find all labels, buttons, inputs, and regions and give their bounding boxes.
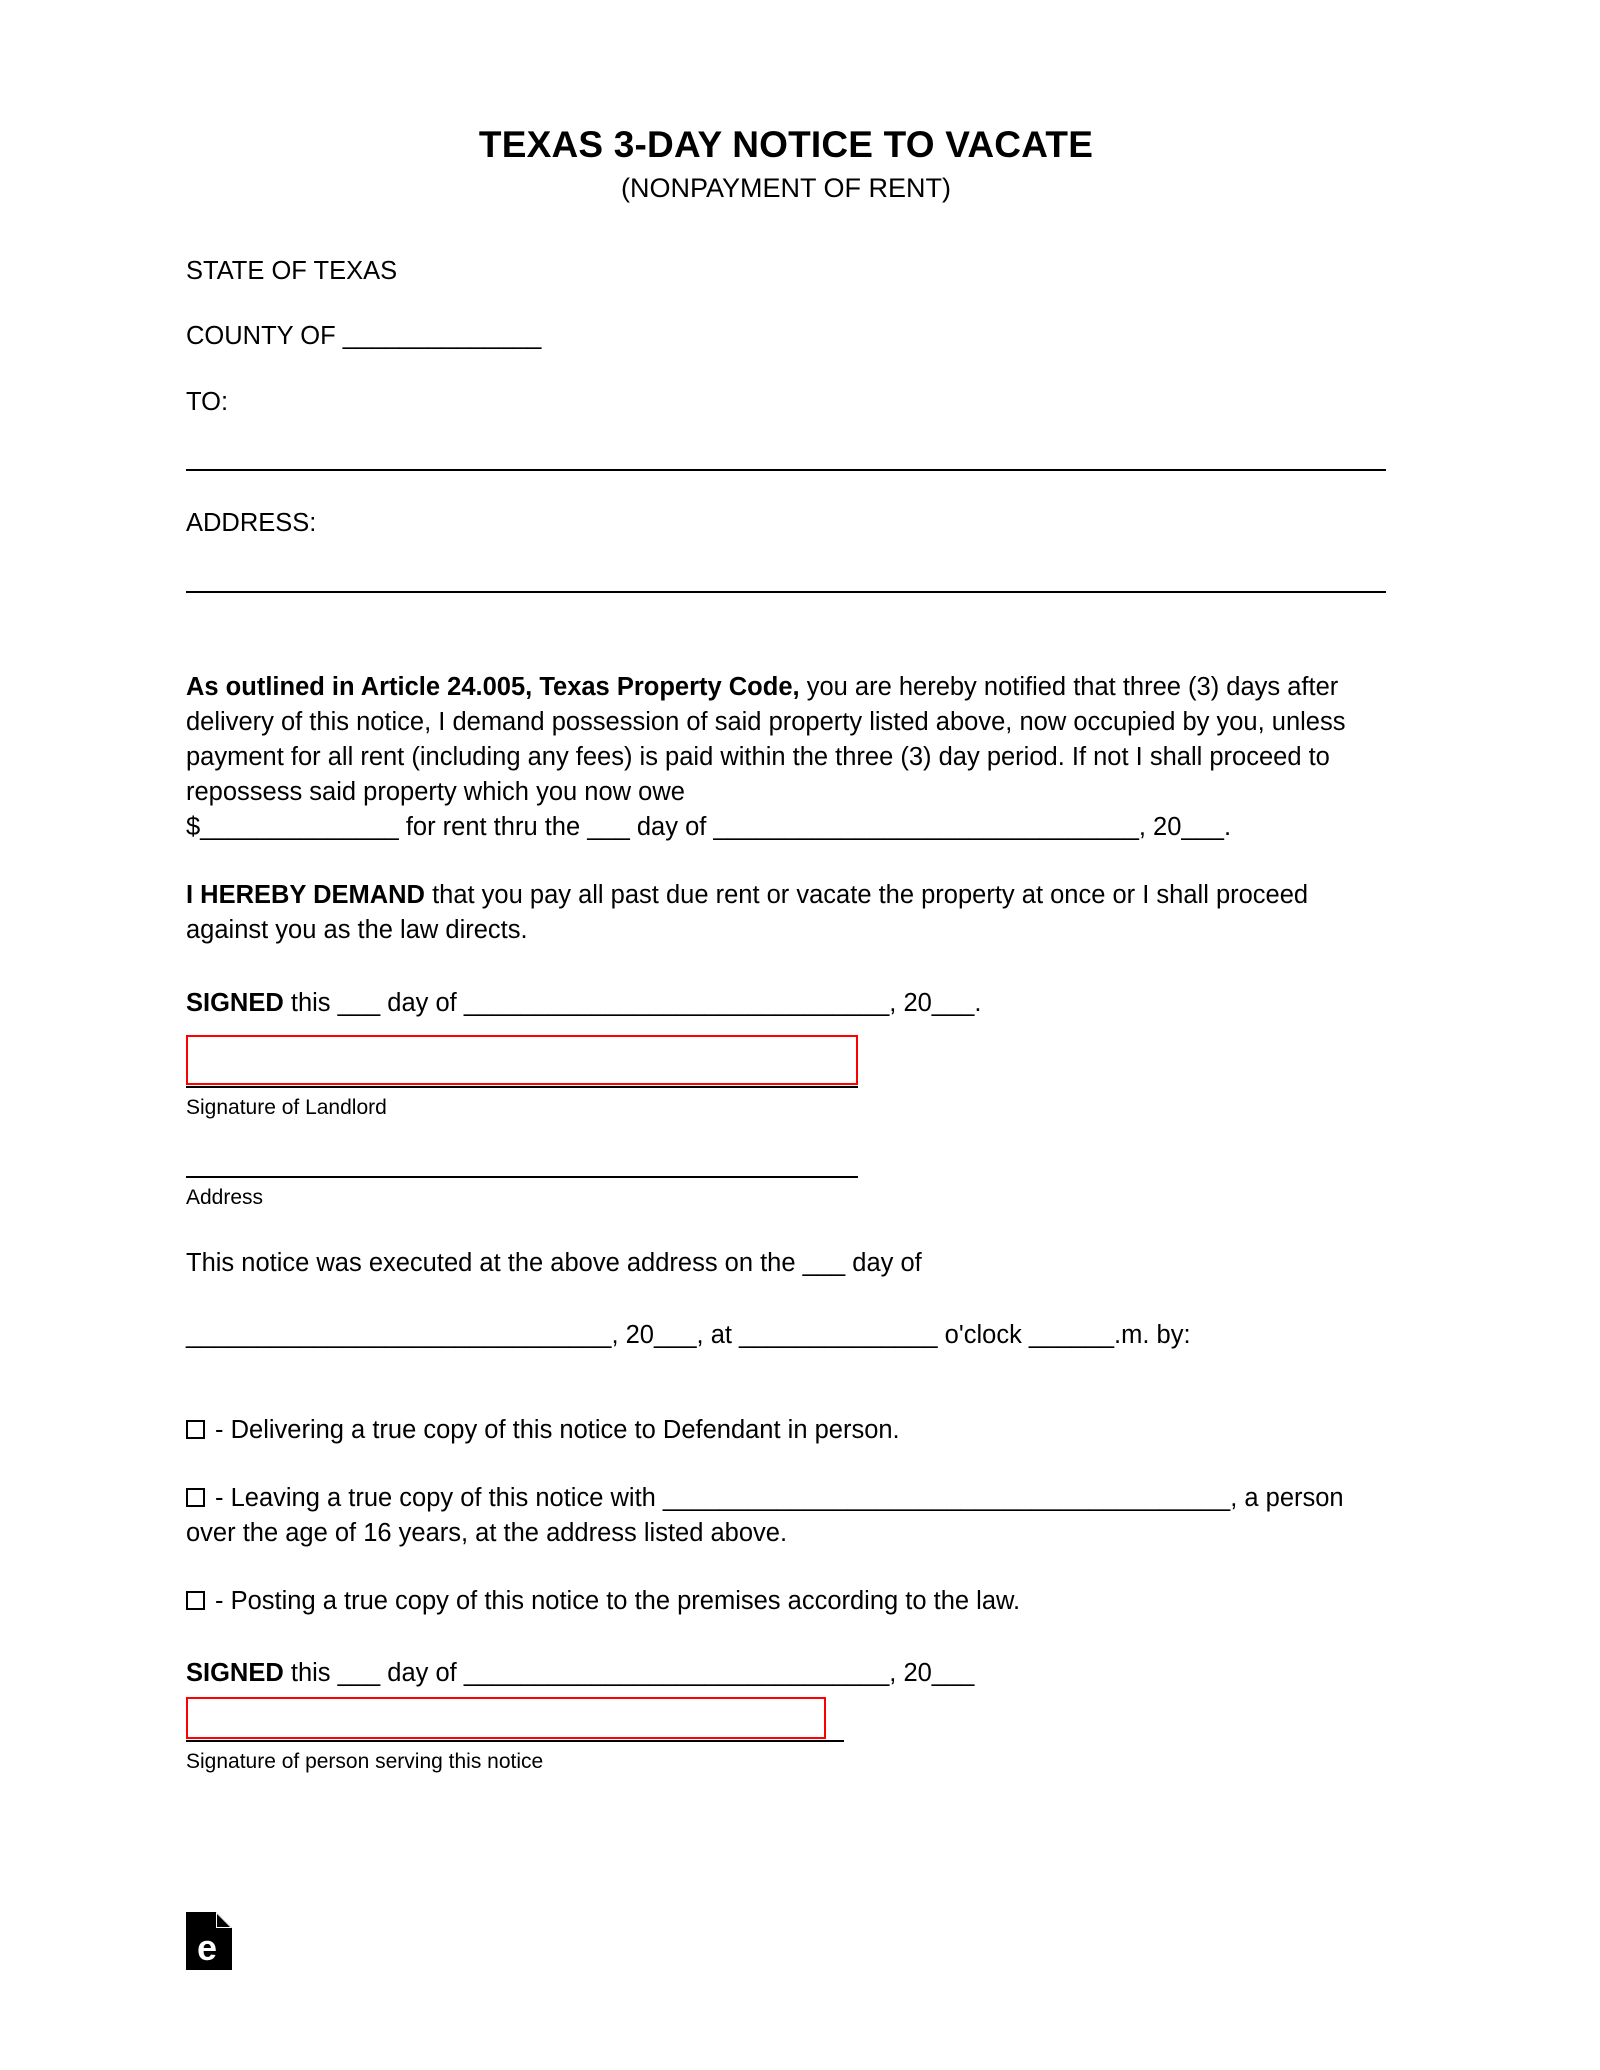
notice-body-paragraph: [186, 670, 1386, 845]
eforms-logo: [186, 1912, 232, 1970]
signed-server-line: [186, 1656, 1386, 1691]
signed-landlord-date-text[interactable]: this ___ day of ______________________________, 20___.: [283, 988, 982, 1017]
service-method-dash-3: -: [215, 1586, 224, 1615]
amount-due-line[interactable]: $______________ for rent thru the ___ day of ______________________________, 20___.: [186, 812, 1232, 841]
checkbox-icon[interactable]: [186, 1591, 205, 1610]
signed-server-date-text[interactable]: this ___ day of ______________________________, 20___: [283, 1658, 975, 1687]
landlord-signature-caption: Signature of Landlord: [186, 1095, 387, 1119]
landlord-address-caption: Address: [186, 1185, 264, 1209]
checkbox-icon[interactable]: [186, 1488, 205, 1507]
demand-text: that you pay all past due rent or vacate the property at once or I shall proceed against you as the law directs.: [186, 880, 1309, 944]
to-label: TO:: [186, 387, 229, 416]
state-line: STATE OF TEXAS: [186, 256, 398, 285]
service-method-option-3[interactable]: [186, 1584, 1386, 1619]
execution-line-2[interactable]: ______________________________, 20___, at ______________ o'clock ______.m. by:: [186, 1320, 1191, 1349]
checkbox-icon[interactable]: [186, 1420, 205, 1439]
landlord-signature-rule: [186, 1086, 858, 1088]
server-signature-rule: [186, 1740, 844, 1742]
service-method-option-2[interactable]: [186, 1481, 1386, 1551]
landlord-signature-field[interactable]: [186, 1035, 858, 1085]
service-method-dash-1: -: [215, 1415, 224, 1444]
signed-bold-label-2: SIGNED: [186, 1658, 284, 1687]
service-method-dash-2: -: [215, 1483, 224, 1512]
landlord-signature-block: [186, 1035, 858, 1120]
demand-paragraph: [186, 878, 1386, 948]
title-block: [186, 124, 1386, 207]
signed-landlord-line: [186, 986, 1386, 1021]
to-name-rule[interactable]: [186, 469, 1386, 471]
page-title: TEXAS 3-DAY NOTICE TO VACATE: [478, 124, 1094, 165]
server-signature-field[interactable]: [186, 1697, 826, 1739]
service-method-option-1[interactable]: [186, 1413, 1386, 1448]
landlord-address-rule[interactable]: [186, 1176, 858, 1178]
server-signature-block: [186, 1697, 858, 1774]
notice-body-text: you are hereby notified that three (3) days after delivery of this notice, I demand possession of said property listed above, now occupied by you, unless payment for all rent (including any fees) is paid within the three (3) day period. If not I shall proceed to repossess said property which you now owe: [186, 672, 1346, 806]
county-field-line[interactable]: COUNTY OF ______________: [186, 322, 542, 351]
execution-line-1: This notice was executed at the above address on the ___ day of: [186, 1248, 922, 1277]
signed-bold-label: SIGNED: [186, 988, 284, 1017]
address-label: ADDRESS:: [186, 509, 317, 538]
service-method-label-1: Delivering a true copy of this notice to Defendant in person.: [230, 1415, 900, 1444]
file-icon: [186, 1912, 232, 1970]
page-subtitle: (NONPAYMENT OF RENT): [621, 173, 951, 204]
address-rule[interactable]: [186, 591, 1386, 593]
landlord-address-block: [186, 1176, 858, 1210]
document-content: [186, 0, 1386, 1774]
article-citation-bold: As outlined in Article 24.005, Texas Property Code,: [186, 672, 800, 701]
demand-bold-label: I HEREBY DEMAND: [186, 880, 425, 909]
server-signature-caption: Signature of person serving this notice: [186, 1749, 544, 1773]
service-method-label-3: Posting a true copy of this notice to the premises according to the law.: [230, 1586, 1021, 1615]
service-method-label-2: Leaving a true copy of this notice with ________________________________________, a person over the age of 16 years, at the address listed above.: [186, 1483, 1344, 1547]
svg-text:e: e: [196, 1927, 218, 1968]
